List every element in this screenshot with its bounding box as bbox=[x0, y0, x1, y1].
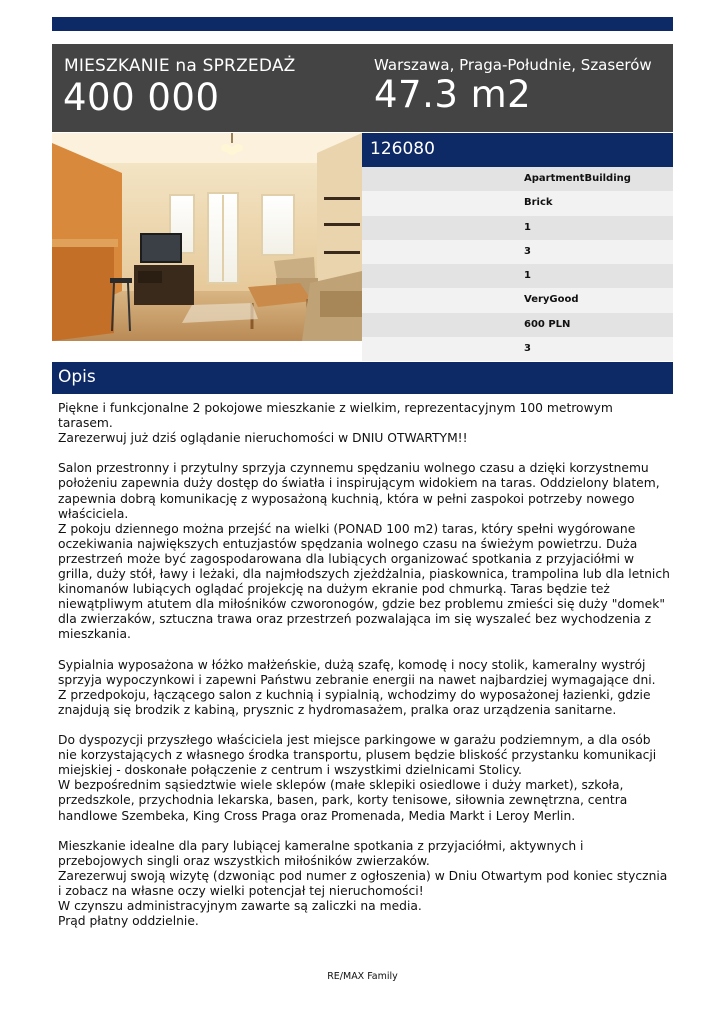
attribute-value: Brick bbox=[524, 197, 553, 209]
listing-header bbox=[52, 44, 673, 132]
description-body bbox=[58, 401, 670, 929]
attribute-row bbox=[362, 240, 673, 264]
description-heading-bar bbox=[52, 362, 673, 394]
top-accent-bar bbox=[52, 17, 673, 31]
description-line: i zobacz na własne oczy wielki potencjał tej nieruchomości! bbox=[58, 884, 424, 898]
description-blank-line bbox=[58, 824, 670, 839]
description-line: przebojowych singli oraz wszystkich miłośników zwierzaków. bbox=[58, 853, 430, 868]
description-line: Z przedpokoju, łączącego salon z kuchnią i sypialnią, wchodzimy do wyposażonej łazienki, gdzie bbox=[58, 687, 651, 702]
attribute-row bbox=[362, 264, 673, 288]
description-blank-line bbox=[58, 718, 670, 733]
attribute-value: VeryGood bbox=[524, 294, 579, 306]
description-line: zapewnia dobrą komunikację z wyposażoną kuchnią, która w pełni zaspokoi potrzeby nowego bbox=[58, 491, 635, 506]
description-line: przestrzeń może być zagospodarowana dla lubiących organizować spotkania z przyjaciółmi w bbox=[58, 551, 635, 566]
description-line: W czynszu administracyjnym zawarte są zaliczki na media. bbox=[58, 899, 422, 914]
listing-type: MIESZKANIE na SPRZEDAŻ bbox=[64, 56, 296, 76]
listing-price: 400 000 bbox=[63, 76, 220, 119]
attribute-value: 600 PLN bbox=[524, 318, 571, 330]
property-photo bbox=[52, 133, 362, 341]
description-line: Mieszkanie idealne dla pary lubiącej kameralne spotkania z przyjaciółmi, aktywnych i bbox=[58, 838, 584, 853]
description-line: miejskiej - doskonałe połączenie z centrum i wszystkimi dzielnicami Stolicy. bbox=[58, 763, 522, 778]
description-line: nie korzystających z własnego środka transportu, plusem będzie bliskość przystanku komunikacji bbox=[58, 748, 657, 763]
description-line: Do dyspozycji przyszłego właściciela jest miejsce parkingowe w garażu podziemnym, a dla osób bbox=[58, 733, 651, 748]
listing-area: 47.3 m2 bbox=[374, 73, 532, 116]
attribute-value: 3 bbox=[524, 245, 531, 257]
attributes-table bbox=[362, 167, 673, 361]
description-line: Piękne i funkcjonalne 2 pokojowe mieszkanie z wielkim, reprezentacyjnym 100 metrowym bbox=[58, 401, 613, 415]
attribute-row bbox=[362, 288, 673, 312]
description-line: mieszkania. bbox=[58, 627, 131, 642]
description-line: Prąd płatny oddzielnie. bbox=[58, 914, 199, 929]
description-line: Zarezerwuj swoją wizytę (dzwoniąc pod numer z ogłoszenia) w Dniu Otwartym pod koniec stycznia bbox=[58, 868, 668, 883]
attribute-row bbox=[362, 191, 673, 215]
description-line: przedszkole, przychodnia lekarska, basen, park, korty tenisowe, siłownia zewnętrzna, centra bbox=[58, 793, 628, 808]
attribute-row bbox=[362, 216, 673, 240]
attribute-value: 1 bbox=[524, 221, 531, 233]
description-line: znajdują się brodzik z kabiną, prysznic z hydromasażem, pralka oraz urządzenia sanitarne. bbox=[58, 702, 617, 717]
attribute-value: ApartmentBuilding bbox=[524, 173, 631, 184]
description-line: położeniu zapewnia duży dostęp do światła i inspirującym widokiem na taras. Oddzielony blatem, bbox=[58, 476, 660, 491]
description-line: handlowe Szembeka, King Cross Praga oraz Promenada, Media Markt i Leroy Merlin. bbox=[58, 808, 576, 823]
attribute-value: 1 bbox=[524, 270, 531, 282]
description-line: W bezpośrednim sąsiedztwie wiele sklepów (małe sklepiki osiedlowe i duży market), szkoła, bbox=[58, 778, 624, 793]
description-line: grilla, duży stół, ławy i leżaki, dla najmłodszych zjeżdżalnia, piaskownica, trampolina lub dla letnich bbox=[58, 567, 670, 582]
description-line: Sypialnia wyposażona w łóżko małżeńskie, dużą szafę, komodę i nocy stolik, kameralny wystrój bbox=[58, 657, 646, 672]
listing-id-bar bbox=[362, 133, 673, 167]
listing-location: Warszawa, Praga-Południe, Szaserów bbox=[374, 56, 652, 74]
description-line: tarasem. bbox=[58, 416, 113, 431]
attribute-value: 3 bbox=[524, 343, 531, 355]
description-line: sprzyja wypoczynkowi i zapewni Państwu zebranie energii na nawet najbardziej wymagające dni. bbox=[58, 672, 656, 687]
footer-agency: RE/MAX Family bbox=[327, 971, 398, 982]
attribute-row bbox=[362, 337, 673, 361]
description-heading: Opis bbox=[58, 367, 96, 387]
description-line: kinomanów lubiących oglądać projekcję na dużym ekranie pod chmurką. Taras będzie też bbox=[58, 582, 610, 597]
attribute-row bbox=[362, 167, 673, 191]
description-line: dla zwierzaków, sztuczna trawa oraz przestrzeń pozwalająca im się wyszaleć bez wychodzenia z bbox=[58, 612, 652, 627]
description-line: Zarezerwuj już dziś oglądanie nieruchomości w DNIU OTWARTYM!! bbox=[58, 431, 468, 446]
listing-id: 126080 bbox=[370, 139, 435, 159]
description-line: Salon przestronny i przytulny sprzyja czynnemu spędzaniu wolnego czasu a dzięki korzystnemu bbox=[58, 461, 649, 476]
attribute-row bbox=[362, 313, 673, 337]
description-line: Z pokoju dziennego można przejść na wielki (PONAD 100 m2) taras, który spełni wygórowane bbox=[58, 521, 636, 536]
description-line: niewątpliwym atutem dla miłośników czworonogów, gdzie bez problemu zmieści się duży "domek" bbox=[58, 597, 665, 612]
description-blank-line bbox=[58, 446, 670, 461]
description-line: oczekiwania największych entuzjastów spędzania wolnego czasu na świeżym powietrzu. Duża bbox=[58, 536, 638, 551]
description-blank-line bbox=[58, 643, 670, 658]
description-line: właściciela. bbox=[58, 506, 129, 521]
